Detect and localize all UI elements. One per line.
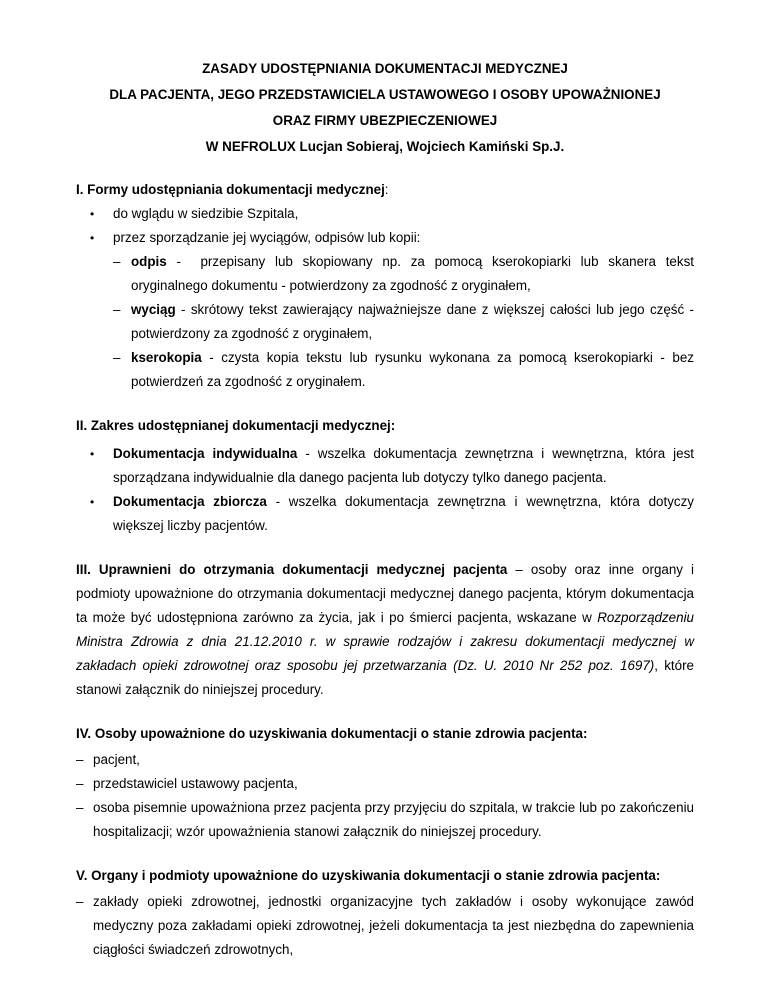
section-1-list: [76, 202, 694, 394]
title-line-1: ZASADY UDOSTĘPNIANIA DOKUMENTACJI MEDYCZNEJ: [202, 61, 568, 76]
section-5-heading: V. Organy i podmioty upoważnione do uzyskiwania dokumentacji o stanie zdrowia pacjenta:: [76, 868, 661, 883]
title-line-4: W NEFROLUX Lucjan Sobieraj, Wojciech Kamiński Sp.J.: [205, 139, 565, 154]
section-1-heading: I. Formy udostępniania dokumentacji medycznej:: [76, 182, 389, 197]
list-item: – kserokopia - czysta kopia tekstu lub rysunku wykonana za pomocą kserokopiarki - bez potwierdzeń za zgodność z oryginałem.: [113, 346, 694, 394]
document-page: [76, 56, 694, 962]
copy-types-list: [113, 250, 694, 394]
list-item: – odpis - przepisany lub skopiowany np. za pomocą kserokopiarki lub skanera tekst oryginalnego dokumentu - potwierdzony za zgodność z oryginałem,: [113, 250, 694, 298]
section-2-heading: II. Zakres udostępnianej dokumentacji medycznej:: [76, 418, 396, 433]
list-item: – przedstawiciel ustawowy pacjenta,: [76, 772, 694, 796]
list-item: – pacjent,: [76, 748, 694, 772]
section-4-list: [76, 748, 694, 844]
section-1: [76, 178, 694, 394]
list-item: • Dokumentacja indywidualna - wszelka dokumentacja zewnętrzna i wewnętrzna, która jest sporządzana indywidualnie dla danego pacjenta lub dotyczy tylko danego pacjenta.: [76, 442, 694, 490]
section-2-list: [76, 442, 694, 538]
section-2: [76, 414, 694, 538]
section-5-list: [76, 890, 694, 962]
list-item: • do wglądu w siedzibie Szpitala,: [76, 202, 694, 226]
section-3: [76, 558, 694, 702]
list-item: – wyciąg - skrótowy tekst zawierający najważniejsze dane z większej całości lub jego część - potwierdzony za zgodność z oryginałem,: [113, 298, 694, 346]
section-3-heading: III. Uprawnieni do otrzymania dokumentacji medycznej pacjenta: [76, 562, 508, 577]
section-5: [76, 864, 694, 962]
title-line-3: ORAZ FIRMY UBEZPIECZENIOWEJ: [272, 113, 498, 128]
title-line-2: DLA PACJENTA, JEGO PRZEDSTAWICIELA USTAWOWEGO I OSOBY UPOWAŻNIONEJ: [109, 87, 661, 102]
document-title: [76, 56, 694, 160]
list-item: – zakłady opieki zdrowotnej, jednostki organizacyjne tych zakładów i osoby wykonujące zawód medyczny poza zakładami opieki zdrowotnej, jeżeli dokumentacja ta jest niezbędna do zapewnienia ciągłości świadczeń zdrowotnych,: [76, 890, 694, 962]
list-item: – osoba pisemnie upoważniona przez pacjenta przy przyjęciu do szpitala, w trakcie lub po zakończeniu hospitalizacji; wzór upoważnienia stanowi załącznik do niniejszej procedury.: [76, 796, 694, 844]
section-3-text: III. Uprawnieni do otrzymania dokumentacji medycznej pacjenta – osoby oraz inne organy i podmioty upoważnione do otrzymania dokumentacji medycznej danego pacjenta, którym dokumentacja ta może być udostępniona zarówno za życia, jak i po śmierci pacjenta, wskazane w Rozporządzeniu Ministra Zdrowia z dnia 21.12.2010 r. w sprawie rodzajów i zakresu dokumentacji medycznej w zakładach opieki zdrowotnej oraz sposobu jej przetwarzania (Dz. U. 2010 Nr 252 poz. 1697), które stanowi załącznik do niniejszej procedury.: [76, 562, 694, 697]
section-4-heading: IV. Osoby upoważnione do uzyskiwania dokumentacji o stanie zdrowia pacjenta:: [76, 726, 588, 741]
section-4: [76, 722, 694, 844]
list-item: • Dokumentacja zbiorcza - wszelka dokumentacja zewnętrzna i wewnętrzna, która dotyczy większej liczby pacjentów.: [76, 490, 694, 538]
regulation-citation: Rozporządzeniu Ministra Zdrowia z dnia 21.12.2010 r. w sprawie rodzajów i zakresu dokumentacji medycznej w zakładach opieki zdrowotnej oraz sposobu jej przetwarzania (Dz. U. 2010 Nr 252 poz. 1697): [76, 610, 694, 673]
list-item: • przez sporządzanie jej wyciągów, odpisów lub kopii: – odpis - przepisany lub skopiowany np. za pomocą kserokopiarki lub skanera tekst oryginalnego dokumentu - potwierdzony za zgodność z oryginałem, – wyciąg - skrótowy tekst zawierający najważniejsze dane z większej całości lub jego część - potwierdzony za zgodność z oryginałem, – kserokopia - czysta kopia tekstu lub rysunku wykonana za pomocą kserokopiarki - bez potwierdzeń za zgodność z oryginałem.: [76, 226, 694, 394]
